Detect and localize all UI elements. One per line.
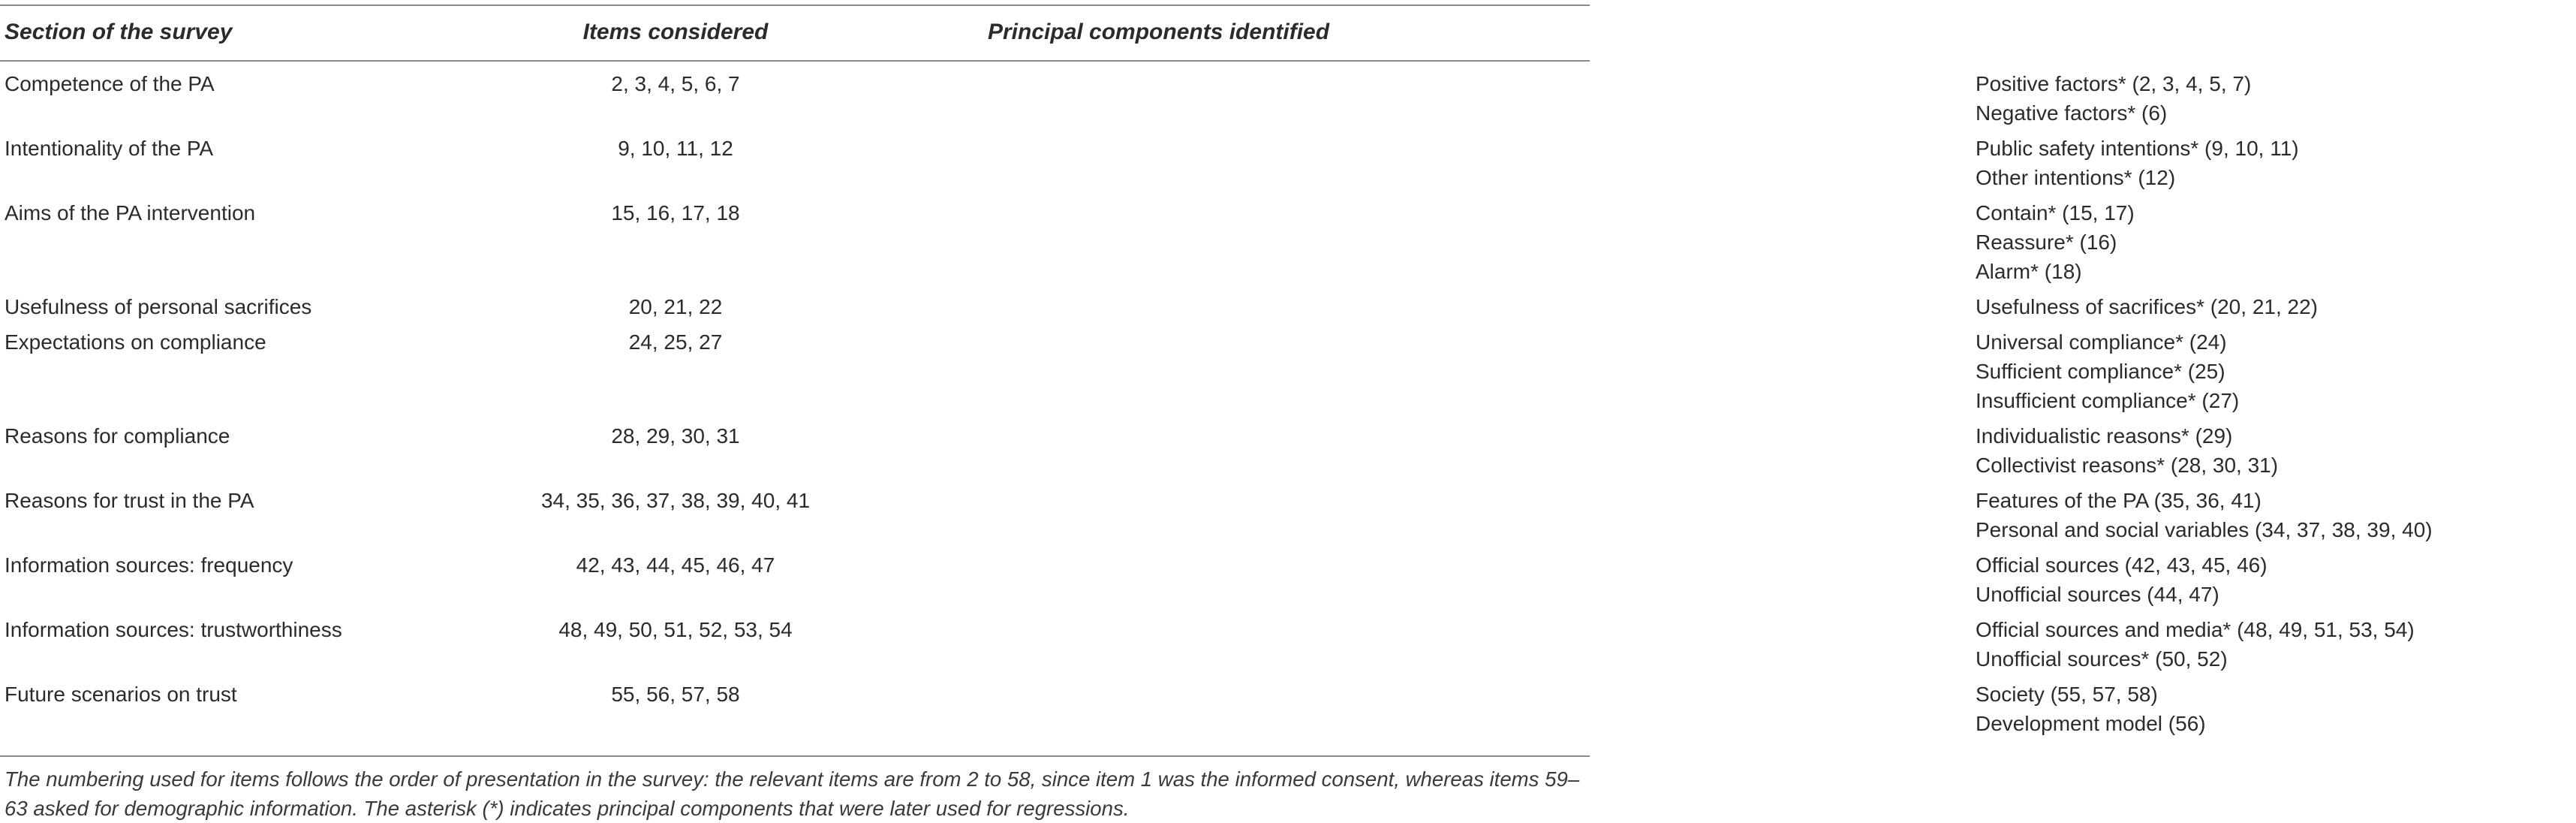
components-cell (1976, 550, 2576, 609)
table-bottom-rule (0, 755, 1590, 757)
component-entry: Public safety intentions* (9, 10, 11) (1976, 137, 2299, 160)
table-row (0, 292, 2318, 327)
component-entry: Negative factors* (6) (1976, 101, 2168, 125)
components-cell (1976, 69, 2576, 128)
section-cell: Future scenarios on trust (5, 683, 237, 706)
table-header (0, 5, 1590, 60)
component-entry: Positive factors* (2, 3, 4, 5, 7) (1976, 72, 2252, 95)
components-cell (1976, 680, 2576, 738)
table-row (0, 486, 2433, 550)
items-cell: 2, 3, 4, 5, 6, 7 (611, 72, 740, 95)
items-cell: 20, 21, 22 (628, 295, 723, 318)
items-cell: 34, 35, 36, 37, 38, 39, 40, 41 (540, 489, 811, 512)
section-cell: Reasons for compliance (5, 424, 230, 448)
component-entry: Insufficient compliance* (27) (1976, 389, 2240, 412)
items-cell: 48, 49, 50, 51, 52, 53, 54 (558, 618, 793, 641)
component-entry: Individualistic reasons* (29) (1976, 424, 2233, 448)
items-cell: 28, 29, 30, 31 (611, 424, 740, 448)
component-entry: Official sources and media* (48, 49, 51, 53, 54) (1976, 618, 2415, 641)
section-cell: Intentionality of the PA (5, 137, 214, 160)
component-entry: Alarm* (18) (1976, 260, 2082, 283)
section-cell: Information sources: frequency (5, 553, 293, 577)
section-cell: Expectations on compliance (5, 330, 266, 354)
header-components: Principal components identified (988, 20, 1330, 44)
items-cell: 55, 56, 57, 58 (611, 683, 740, 706)
component-entry: Development model (56) (1976, 712, 2206, 735)
table-row (0, 134, 2299, 198)
table-footnote: The numbering used for items follows the order of presentation in the survey: the relevant items are from 2 to 58, since item 1 was the informed consent, whereas items 59–63 asked for demographic information. The asterisk (*) indicates principal components that were later used for regressions. (5, 767, 1580, 820)
section-cell: Competence of the PA (5, 72, 215, 95)
components-cell (1976, 292, 2576, 321)
component-entry: Official sources (42, 43, 45, 46) (1976, 553, 2268, 577)
components-cell (1976, 327, 2576, 415)
component-entry: Other intentions* (12) (1976, 166, 2176, 189)
table-row (0, 680, 2206, 744)
component-entry: Usefulness of sacrifices* (20, 21, 22) (1976, 295, 2318, 318)
components-cell (1976, 134, 2576, 192)
header-items: Items considered (582, 20, 769, 44)
component-entry: Personal and social variables (34, 37, 38, 39, 40) (1976, 518, 2433, 541)
component-entry: Society (55, 57, 58) (1976, 683, 2158, 706)
component-entry: Features of the PA (35, 36, 41) (1976, 489, 2262, 512)
section-cell: Aims of the PA intervention (5, 201, 256, 225)
section-cell: Information sources: trustworthiness (5, 618, 342, 641)
components-cell (1976, 421, 2576, 480)
section-cell: Reasons for trust in the PA (5, 489, 254, 512)
component-entry: Sufficient compliance* (25) (1976, 360, 2225, 383)
components-cell (1976, 615, 2576, 674)
items-cell: 9, 10, 11, 12 (618, 137, 733, 160)
component-entry: Reassure* (16) (1976, 231, 2117, 254)
component-entry: Unofficial sources (44, 47) (1976, 583, 2219, 606)
header-section: Section of the survey (5, 20, 233, 44)
component-entry: Collectivist reasons* (28, 30, 31) (1976, 454, 2279, 477)
items-cell: 15, 16, 17, 18 (611, 201, 740, 225)
items-cell: 24, 25, 27 (628, 330, 723, 354)
items-cell: 42, 43, 44, 45, 46, 47 (576, 553, 775, 577)
header-bottom-rule (0, 60, 1590, 62)
components-cell (1976, 198, 2576, 286)
section-cell: Usefulness of personal sacrifices (5, 295, 312, 318)
table-row (0, 421, 2279, 486)
table-row (0, 615, 2415, 680)
table-row (0, 327, 2240, 421)
table-body (0, 69, 2433, 744)
table-row (0, 69, 2252, 134)
table-row (0, 550, 2268, 615)
components-cell (1976, 486, 2576, 544)
component-entry: Universal compliance* (24) (1976, 330, 2227, 354)
component-entry: Unofficial sources* (50, 52) (1976, 647, 2228, 671)
table-row (0, 198, 2135, 292)
component-entry: Contain* (15, 17) (1976, 201, 2135, 225)
